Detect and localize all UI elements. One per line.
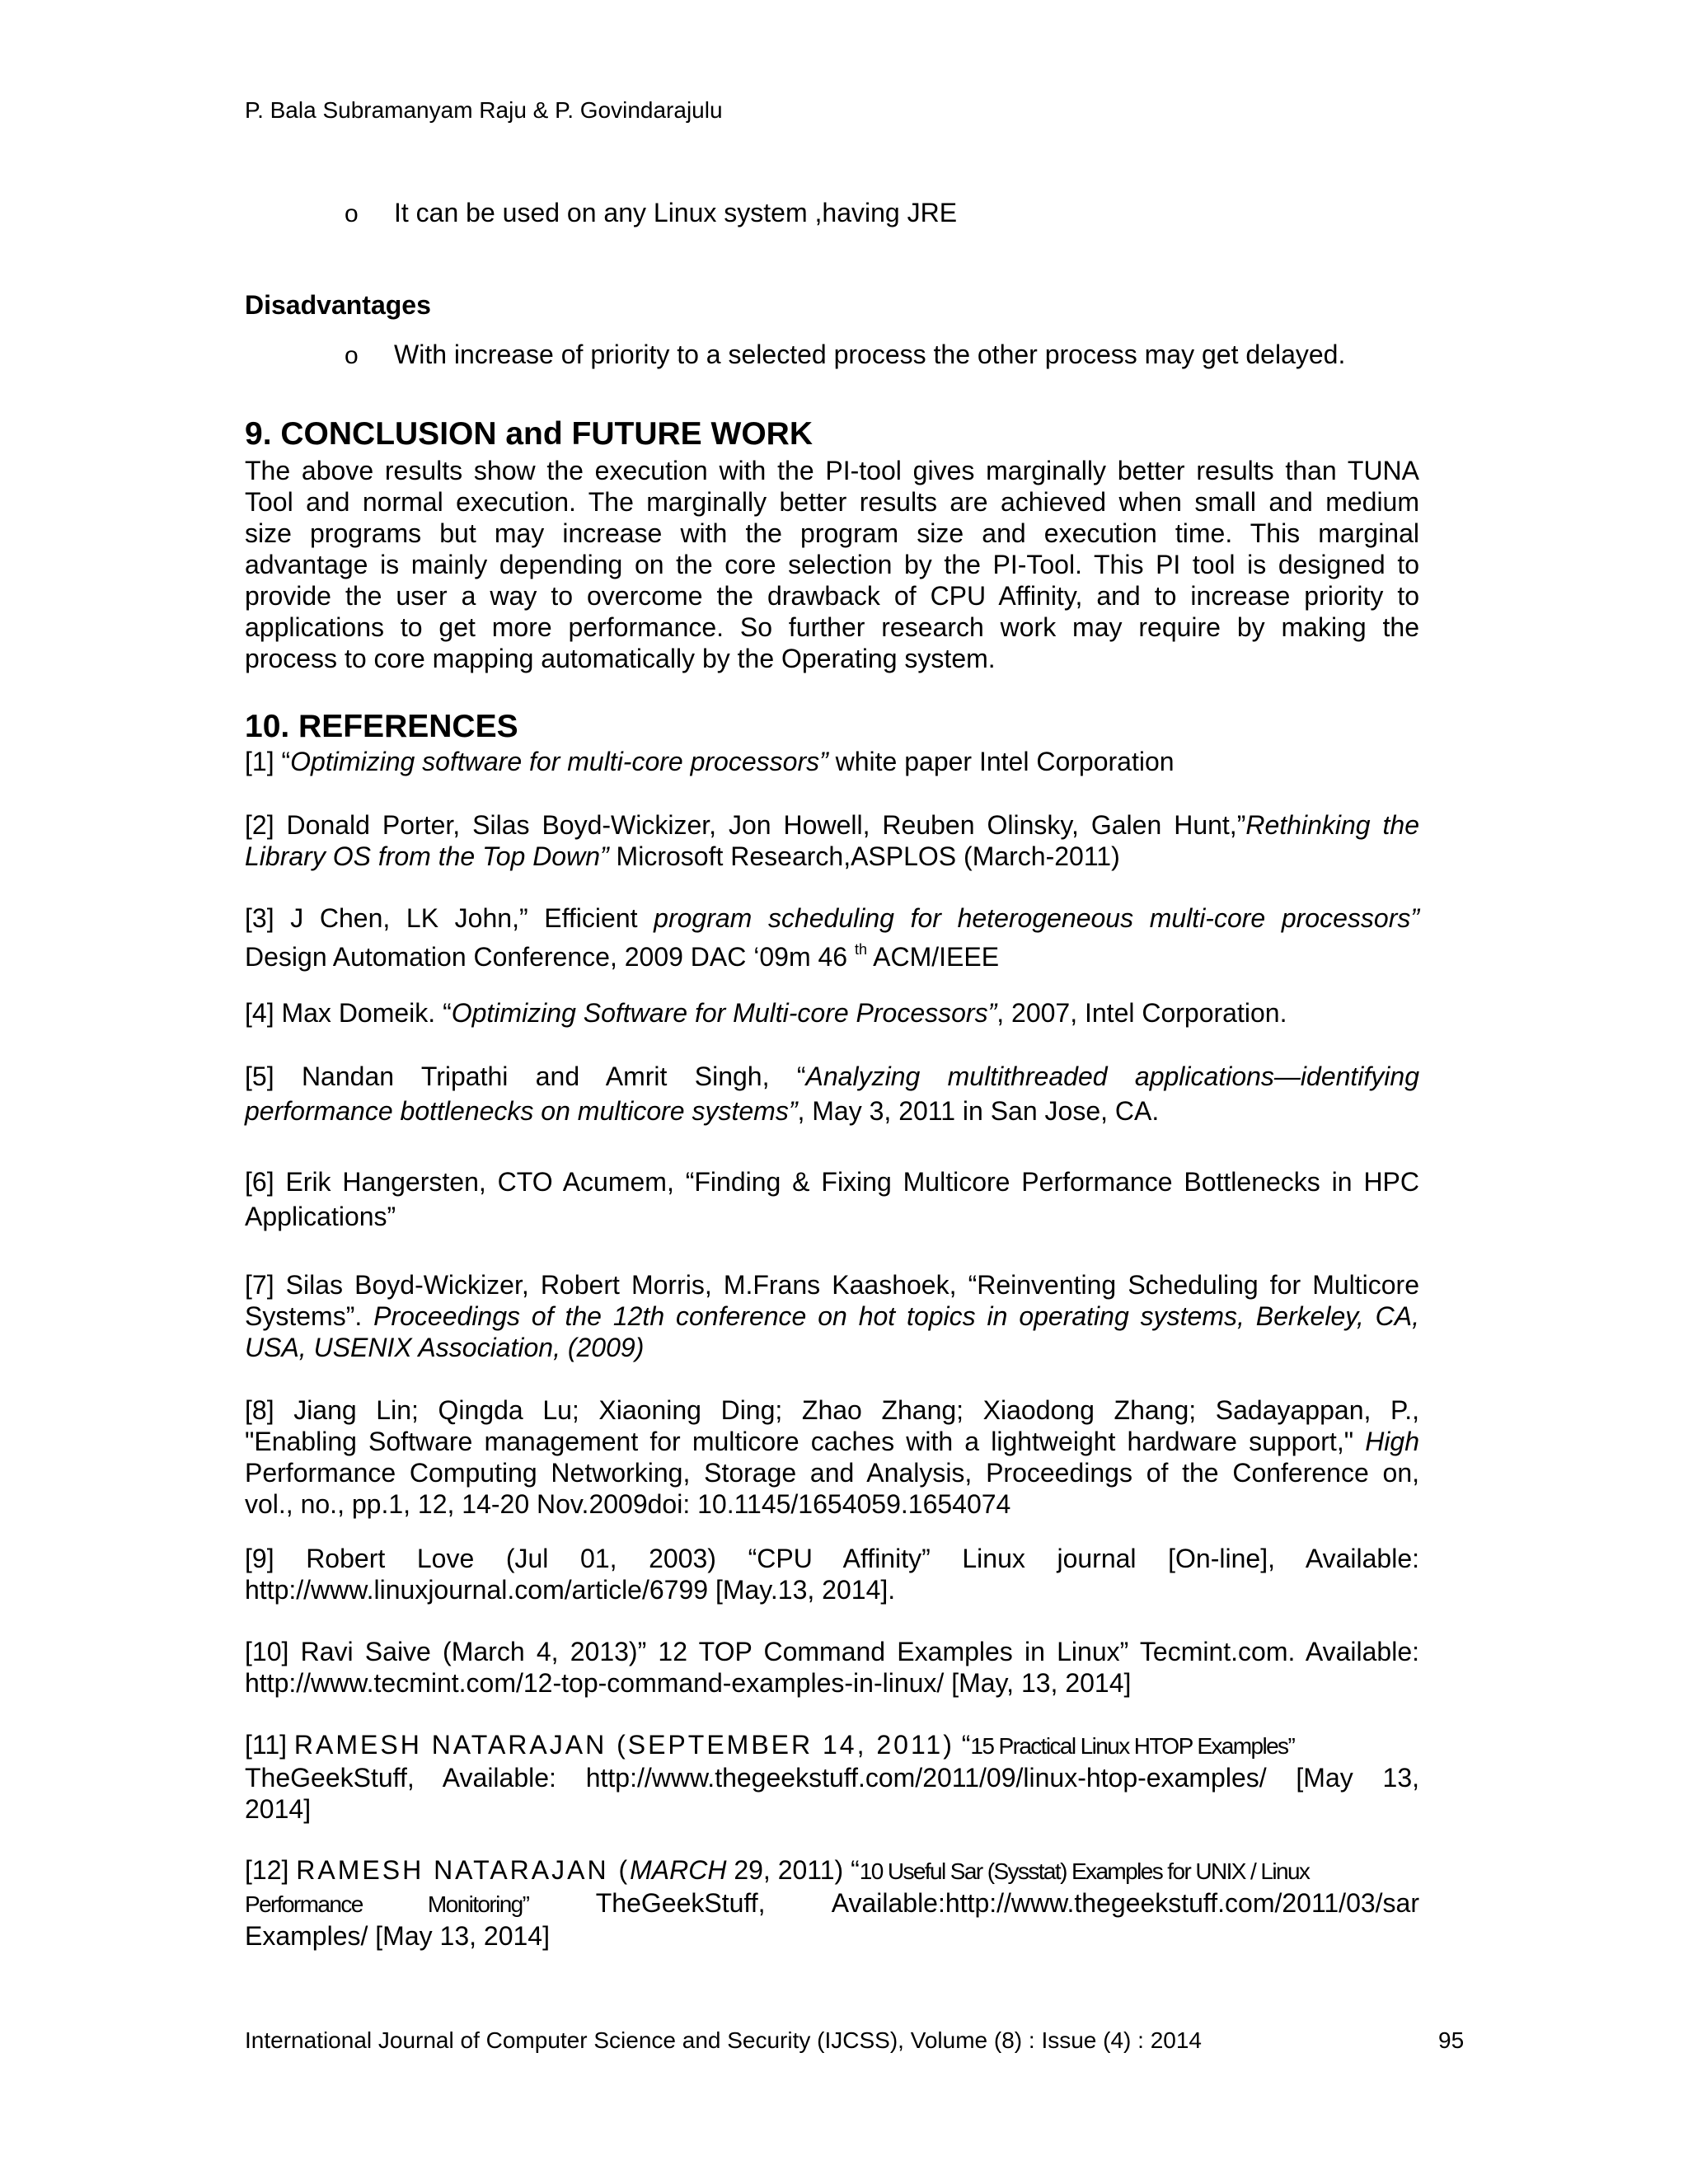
ref-text: [4] Max Domeik. “ xyxy=(245,998,452,1028)
ref-text: 29, 2011) “ xyxy=(726,1855,860,1885)
ref-text: Examples/ [May 13, 2014] xyxy=(245,1921,550,1951)
ref-text: [11] xyxy=(245,1730,294,1760)
reference-6 xyxy=(245,1165,1419,1234)
paragraph-line: advantage is mainly depending on the core selection by the PI-Tool. This PI tool is designed to xyxy=(245,550,1419,579)
running-head: P. Bala Subramanyam Raju & P. Govindarajulu xyxy=(245,97,723,123)
ref-text: http://www.tecmint.com/12-top-command-examples-in-linux/ [May, 13, 2014] xyxy=(245,1668,1132,1698)
ref-title: 10 Useful Sar (Sysstat) Examples for UNIX / Linux xyxy=(859,1858,1310,1884)
reference-4 xyxy=(245,997,1419,1029)
paragraph-line: provide the user a way to overcome the drawback of CPU Affinity, and to increase priority to xyxy=(245,581,1419,611)
references-heading: 10. REFERENCES xyxy=(245,709,518,744)
ref-author: RAMESH NATARAJAN ( xyxy=(296,1855,631,1885)
ref-title: Analyzing multithreaded applications—identifying xyxy=(805,1062,1420,1091)
ref-title: Performance Monitoring” xyxy=(245,1891,529,1917)
reference-9 xyxy=(245,1543,1419,1605)
reference-7 xyxy=(245,1269,1419,1363)
reference-5 xyxy=(245,1059,1419,1128)
ref-title: USA, USENIX Association, (2009) xyxy=(245,1333,645,1362)
ref-author: RAMESH NATARAJAN (SEPTEMBER 14, 2011) xyxy=(293,1730,954,1760)
ref-text: Performance Computing Networking, Storage and Analysis, Proceedings of the Conference on, xyxy=(245,1458,1419,1488)
ref-text: [6] Erik Hangersten, CTO Acumem, “Finding & Fixing Multicore Performance Bottlenecks in HPC xyxy=(245,1167,1419,1197)
ref-superscript: th xyxy=(854,941,867,958)
advantage-text: It can be used on any Linux system ,having JRE xyxy=(394,198,958,227)
ref-title: Rethinking the xyxy=(1245,810,1420,840)
ref-text: [7] Silas Boyd-Wickizer, Robert Morris, M.Frans Kaashoek, “Reinventing Scheduling for Multicore xyxy=(245,1270,1419,1300)
reference-12 xyxy=(245,1854,1419,1952)
page-number: 95 xyxy=(1438,2027,1465,2053)
ref-text: TheGeekStuff, Available:http://www.thegeekstuff.com/2011/03/sar xyxy=(528,1888,1420,1918)
reference-11 xyxy=(245,1729,1419,1825)
ref-text: [2] Donald Porter, Silas Boyd-Wickizer, Jon Howell, Reuben Olinsky, Galen Hunt,” xyxy=(245,810,1246,840)
ref-text: [3] J Chen, LK John,” Efficient xyxy=(245,903,654,933)
paragraph-line: process to core mapping automatically by the Operating system. xyxy=(245,644,996,673)
ref-text: , May 3, 2011 in San Jose, CA. xyxy=(797,1096,1160,1126)
ref-text: vol., no., pp.1, 12, 14-20 Nov.2009doi: 10.1145/1654059.1654074 xyxy=(245,1489,1011,1519)
ref-title: Library OS from the Top Down” xyxy=(245,841,609,871)
ref-text: [8] Jiang Lin; Qingda Lu; Xiaoning Ding; Zhao Zhang; Xiaodong Zhang; Sadayappan, P., xyxy=(245,1395,1419,1425)
ref-text: [5] Nandan Tripathi and Amrit Singh, “ xyxy=(245,1062,806,1091)
reference-10 xyxy=(245,1636,1419,1699)
ref-text: ACM/IEEE xyxy=(867,942,1000,972)
ref-text: Design Automation Conference, 2009 DAC ‘09m 46 xyxy=(245,942,855,972)
ref-title: Optimizing Software for Multi-core Processors” xyxy=(451,998,997,1028)
ref-text: Systems”. xyxy=(245,1301,374,1331)
bullet-icon: o xyxy=(345,200,359,227)
paragraph-line: The above results show the execution with the PI-tool gives marginally better results than TUNA xyxy=(245,456,1419,485)
ref-title: High xyxy=(1365,1427,1419,1456)
paragraph-line: applications to get more performance. So further research work may require by making the xyxy=(245,612,1419,642)
ref-title: 15 Practical Linux HTOP Examples” xyxy=(970,1733,1295,1759)
ref-text: http://www.linuxjournal.com/article/6799 [May.13, 2014]. xyxy=(245,1575,896,1605)
ref-title: Proceedings of the 12th conference on hot topics in operating systems, Berkeley, CA, xyxy=(373,1301,1420,1331)
ref-text: white paper Intel Corporation xyxy=(828,747,1175,776)
bullet-icon: o xyxy=(345,342,359,369)
reference-1 xyxy=(245,746,1419,777)
disadvantage-text: With increase of priority to a selected process the other process may get delayed. xyxy=(394,340,1346,369)
ref-text: [9] Robert Love (Jul 01, 2003) “CPU Affinity” Linux journal [On-line], Available: xyxy=(245,1544,1419,1573)
disadvantage-item xyxy=(345,340,1345,370)
ref-text: Microsoft Research,ASPLOS (March-2011) xyxy=(608,841,1120,871)
ref-title: performance bottlenecks on multicore systems” xyxy=(245,1096,798,1126)
reference-3 xyxy=(245,902,1419,972)
ref-text: [12] xyxy=(245,1855,297,1885)
ref-text: [1] “ xyxy=(245,747,291,776)
ref-text: "Enabling Software management for multicore caches with a lightweight hardware support," xyxy=(245,1427,1366,1456)
conclusion-heading: 9. CONCLUSION and FUTURE WORK xyxy=(245,416,813,452)
paragraph-line: size programs but may increase with the program size and execution time. This marginal xyxy=(245,518,1419,548)
ref-text: MARCH xyxy=(630,1855,727,1885)
ref-title: program scheduling for heterogeneous multi-core processors” xyxy=(654,903,1420,933)
conclusion-paragraph xyxy=(245,455,1419,674)
ref-text: TheGeekStuff, Available: http://www.thegeekstuff.com/2011/09/linux-htop-examples/ [May 13, xyxy=(245,1763,1419,1793)
ref-title: Optimizing software for multi-core processors” xyxy=(290,747,828,776)
advantage-item xyxy=(345,198,957,228)
ref-text: , 2007, Intel Corporation. xyxy=(996,998,1287,1028)
journal-footer: International Journal of Computer Science and Security (IJCSS), Volume (8) : Issue (4) : 2014 xyxy=(245,2027,1203,2053)
ref-text: Applications” xyxy=(245,1202,396,1231)
ref-text: [10] Ravi Saive (March 4, 2013)” 12 TOP Command Examples in Linux” Tecmint.com. Available: xyxy=(245,1637,1419,1666)
reference-2 xyxy=(245,809,1419,872)
ref-text: 2014] xyxy=(245,1794,312,1824)
reference-8 xyxy=(245,1394,1419,1520)
ref-text: “ xyxy=(954,1730,971,1760)
disadvantages-heading: Disadvantages xyxy=(245,290,431,320)
paragraph-line: Tool and normal execution. The marginally better results are achieved when small and medium xyxy=(245,487,1419,517)
